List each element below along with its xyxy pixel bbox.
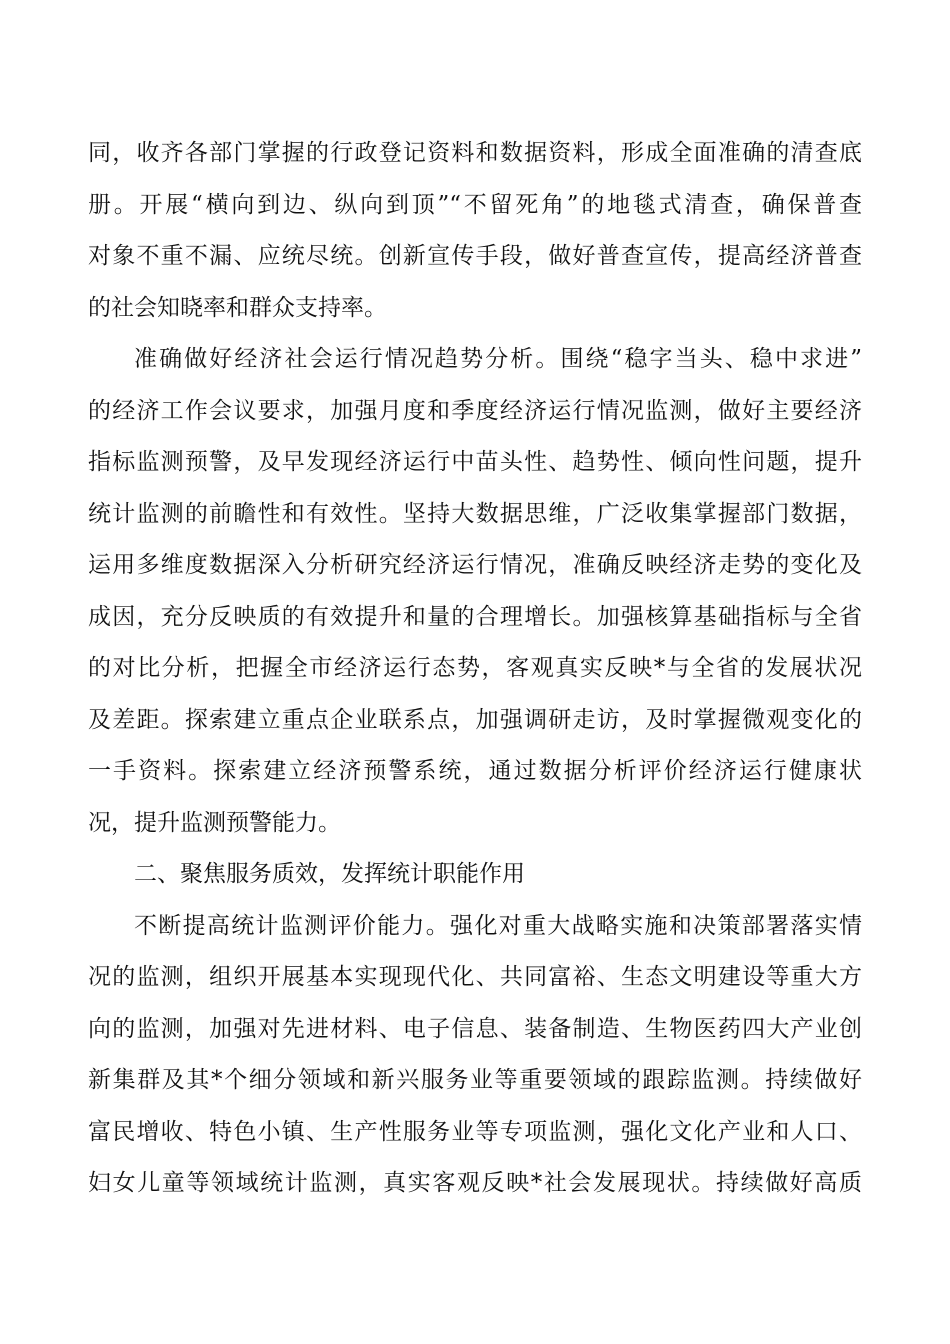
- text-line: 成因，充分反映质的有效提升和量的合理增长。加强核算基础指标与全省: [88, 603, 862, 630]
- text-line: 富民增收、特色小镇、生产性服务业等专项监测，强化文化产业和人口、: [88, 1118, 862, 1145]
- text-line: 及差距。探索建立重点企业联系点，加强调研走访，及时掌握微观变化的: [88, 706, 862, 733]
- text-line: 统计监测的前瞻性和有效性。坚持大数据思维，广泛收集掌握部门数据，: [88, 500, 862, 527]
- section-heading: 二、聚焦服务质效，发挥统计职能作用: [134, 861, 525, 887]
- text-line: 况，提升监测预警能力。: [88, 809, 341, 836]
- text-line: 妇女儿童等领域统计监测，真实客观反映*社会发展现状。持续做好高质: [88, 1170, 862, 1196]
- paragraph-first-line: 不断提高统计监测评价能力。强化对重大战略实施和决策部署落实情: [134, 912, 862, 939]
- text-line: 同，收齐各部门掌握的行政登记资料和数据资料，形成全面准确的清查底: [88, 140, 862, 166]
- text-line: 向的监测，加强对先进材料、电子信息、装备制造、生物医药四大产业创: [88, 1015, 862, 1042]
- text-line: 新集群及其*个细分领域和新兴服务业等重要领域的跟踪监测。持续做好: [88, 1067, 862, 1093]
- text-line: 一手资料。探索建立经济预警系统，通过数据分析评价经济运行健康状: [88, 758, 862, 784]
- text-line: 的社会知晓率和群众支持率。: [88, 294, 387, 321]
- text-line: 的对比分析，把握全市经济运行态势，客观真实反映*与全省的发展状况: [88, 655, 862, 681]
- text-line: 册。开展“横向到边、纵向到顶”“不留死角”的地毯式清查，确保普查: [88, 191, 862, 218]
- document-body: [88, 128, 862, 1210]
- text-line: 况的监测，组织开展基本实现现代化、共同富裕、生态文明建设等重大方: [88, 964, 862, 990]
- text-line: 的经济工作会议要求，加强月度和季度经济运行情况监测，做好主要经济: [88, 397, 862, 424]
- text-line: 对象不重不漏、应统尽统。创新宣传手段，做好普查宣传，提高经济普查: [88, 243, 862, 269]
- text-line: 运用多维度数据深入分析研究经济运行情况，准确反映经济走势的变化及: [88, 552, 862, 578]
- text-line: 指标监测预警，及早发现经济运行中苗头性、趋势性、倾向性问题，提升: [88, 449, 862, 475]
- paragraph-first-line: 准确做好经济社会运行情况趋势分析。围绕“稳字当头、稳中求进”: [134, 346, 862, 372]
